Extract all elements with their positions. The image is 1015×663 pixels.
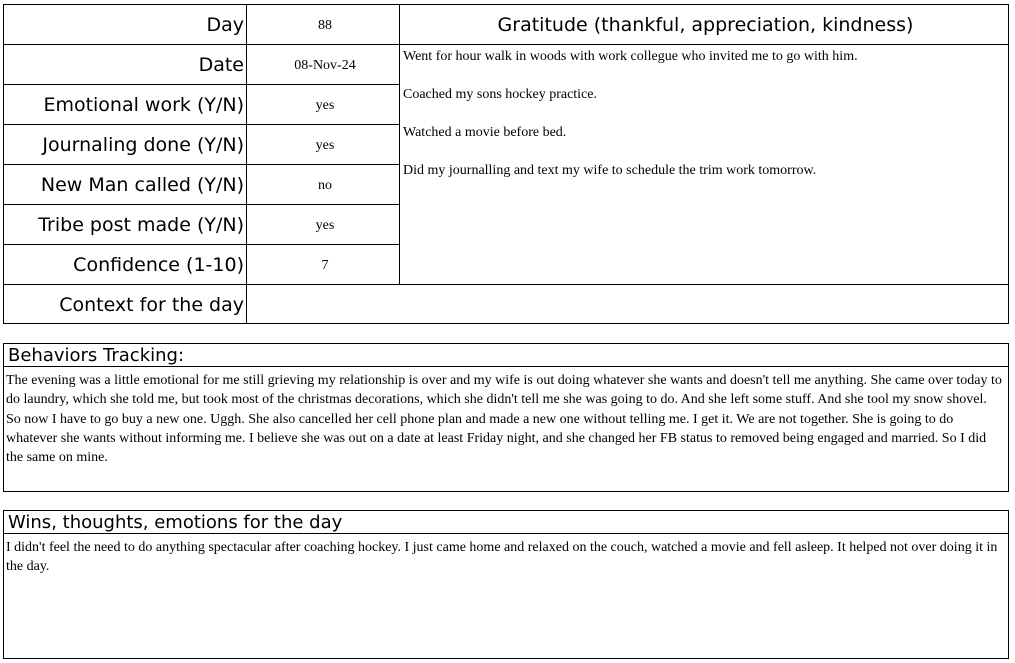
journaling-value[interactable]: yes <box>315 138 335 153</box>
context-value[interactable] <box>248 285 1008 323</box>
gratitude-item: Watched a movie before bed. <box>403 125 567 140</box>
tribe-post-value[interactable]: yes <box>315 218 335 233</box>
date-label: Date <box>198 54 244 76</box>
behaviors-title: Behaviors Tracking: <box>4 344 1008 367</box>
day-label: Day <box>206 14 244 36</box>
wins-text[interactable]: I didn't feel the need to do anything spectacular after coaching hockey. I just came home and relaxed on the couch, watched a movie and fell asleep. It helped not over doing it in the day. <box>6 540 998 575</box>
confidence-label: Confidence (1-10) <box>73 254 244 276</box>
gratitude-item: Did my journalling and text my wife to schedule the trim work tomorrow. <box>403 163 817 178</box>
day-value[interactable]: 88 <box>318 18 332 33</box>
behaviors-section <box>3 343 1009 492</box>
emotional-work-label: Emotional work (Y/N) <box>43 94 244 116</box>
gratitude-list[interactable] <box>403 47 1003 199</box>
daily-tracker-table <box>3 4 1009 324</box>
context-label: Context for the day <box>59 294 244 316</box>
emotional-work-value[interactable]: yes <box>315 98 335 113</box>
date-value[interactable]: 08-Nov-24 <box>294 58 356 73</box>
wins-title: Wins, thoughts, emotions for the day <box>4 511 1008 534</box>
new-man-called-label: New Man called (Y/N) <box>40 174 244 196</box>
tribe-post-label: Tribe post made (Y/N) <box>38 214 244 236</box>
journaling-label: Journaling done (Y/N) <box>42 134 244 156</box>
wins-section <box>3 510 1009 659</box>
gratitude-title: Gratitude (thankful, appreciation, kindness) <box>497 14 914 36</box>
new-man-called-value[interactable]: no <box>318 178 332 193</box>
gratitude-item: Went for hour walk in woods with work collegue who invited me to go with him. <box>403 49 858 64</box>
gratitude-item: Coached my sons hockey practice. <box>403 87 597 102</box>
behaviors-text[interactable]: The evening was a little emotional for me still grieving my relationship is over and my wife is out doing whatever she wants and doesn't tell me anything. She came over today to do laundry, which she told me, but took most of the christmas decorations, which she didn't tell me she was going to do. And she left some stuff. And she tool my snow shovel. So now I have to go buy a new one. Uggh. She also cancelled her cell phone plan and made a new one without telling me. I get it. We are not together. She is going to do whatever she wants without informing me. I believe she was out on a date at least Friday night, and she changed her FB status to removed being engaged and married. So I did the same on mine. <box>6 373 1002 466</box>
confidence-value[interactable]: 7 <box>321 258 329 273</box>
